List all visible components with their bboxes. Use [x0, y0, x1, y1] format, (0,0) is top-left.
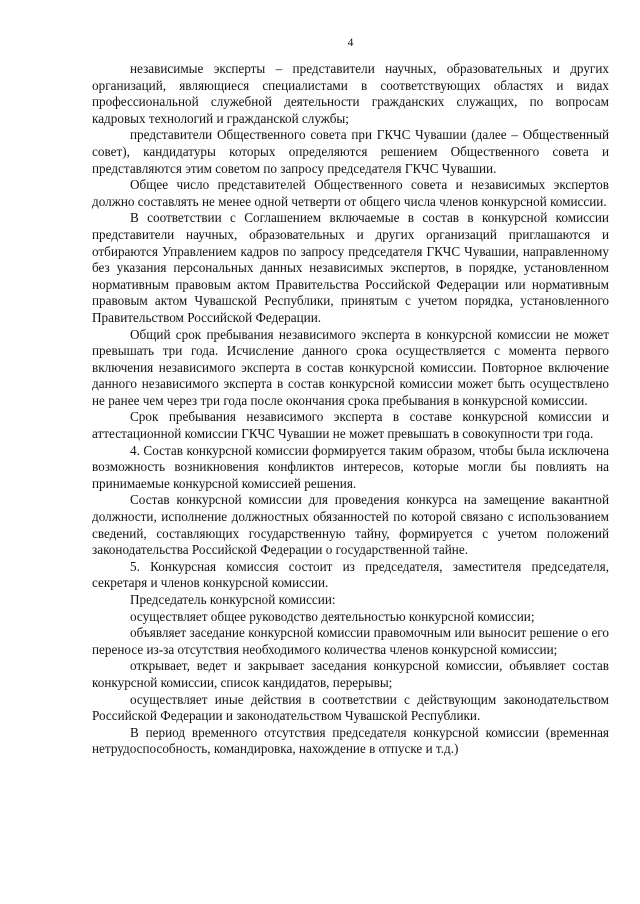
paragraph-agreement-selection: В соответствии с Соглашением включаемые в состав в конкурсной комиссии представители научных, образовательных и других организаций приглашаются и отбираются Управлением кадров по запросу председателя ГКЧС Чувашии, направленному без указания персональных данных независимых экспертов, в порядке, установленном нормативным правовым актом Правительства Российской Федерации или нормативным правовым актом Чувашской Республики, принятым с учетом порядка, установленного Правительством Российской Федерации. [92, 210, 609, 325]
paragraph-state-secret: Состав конкурсной комиссии для проведения конкурса на замещение вакантной должности, исполнение должностных обязанностей по которой связано с использованием сведений, составляющих государственную тайну, формируется с учетом положений законодательства Российской Федерации о государственной тайне. [92, 492, 609, 558]
paragraph-chairman-general-management: осуществляет общее руководство деятельностью конкурсной комиссии; [130, 608, 535, 624]
paragraph-chairman-heading: Председатель конкурсной комиссии: [130, 592, 336, 607]
paragraph-expert-term: Общий срок пребывания независимого эксперта в конкурсной комиссии не может превышать три года. Исчисление данного срока осуществляется с момента первого включения независимого эксперта в состав конкурсной комиссии. Повторное включение данного независимого эксперта в состав конкурсной комиссии может быть осуществлено не ранее чем через три года после окончания срока пребывания в конкурсной комиссии. [92, 326, 609, 408]
paragraph-conflict-of-interest: 4. Состав конкурсной комиссии формируется таким образом, чтобы была исключена возможность возникновения конфликтов интересов, которые могли бы повлиять на принимаемые конкурсной комиссией решения. [92, 442, 609, 491]
paragraph-chairman-other-actions: осуществляет иные действия в соответствии с действующим законодательством Российской Федерации и законодательством Чувашской Республики. [92, 691, 609, 724]
paragraph-chairman-absence: В период временного отсутствия председателя конкурсной комиссии (временная нетрудоспособность, командировка, нахождение в отпуске и т.д.) [92, 724, 609, 757]
paragraph-chairman-quorum: объявляет заседание конкурсной комиссии правомочным или выносит решение о его переносе из-за отсутствия необходимого количества членов конкурсной комиссии; [92, 625, 609, 657]
paragraph-independent-experts: независимые эксперты – представители научных, образовательных и других организаций, являющиеся специалистами в соответствующих областях и видах профессиональной служебной деятельности гражданских служащих, по вопросам кадровых технологий и гражданской службы; [92, 61, 609, 126]
paragraph-chairman-meetings: открывает, ведет и закрывает заседания конкурсной комиссии, объявляет состав конкурсной комиссии, список кандидатов, перерывы; [92, 658, 609, 690]
paragraph-commission-composition: 5. Конкурсная комиссия состоит из председателя, заместителя председателя, секретаря и членов конкурсной комиссии. [92, 558, 609, 591]
paragraph-combined-term: Срок пребывания независимого эксперта в составе конкурсной комиссии и аттестационной комиссии ГКЧС Чувашии не может превышать в совокупности три года. [92, 409, 609, 442]
paragraph-quarter-requirement: Общее число представителей Общественного совета и независимых экспертов должно составлять не менее одной четверти от общего числа членов конкурсной комиссии. [92, 177, 609, 209]
page-number: 4 [347, 37, 354, 49]
paragraph-public-council-representatives: представители Общественного совета при ГКЧС Чувашии (далее – Общественный совет), кандидатуры которых определяются решением Общественного совета и представляются этим советом по запросу председателя ГКЧС Чувашии. [92, 127, 609, 176]
